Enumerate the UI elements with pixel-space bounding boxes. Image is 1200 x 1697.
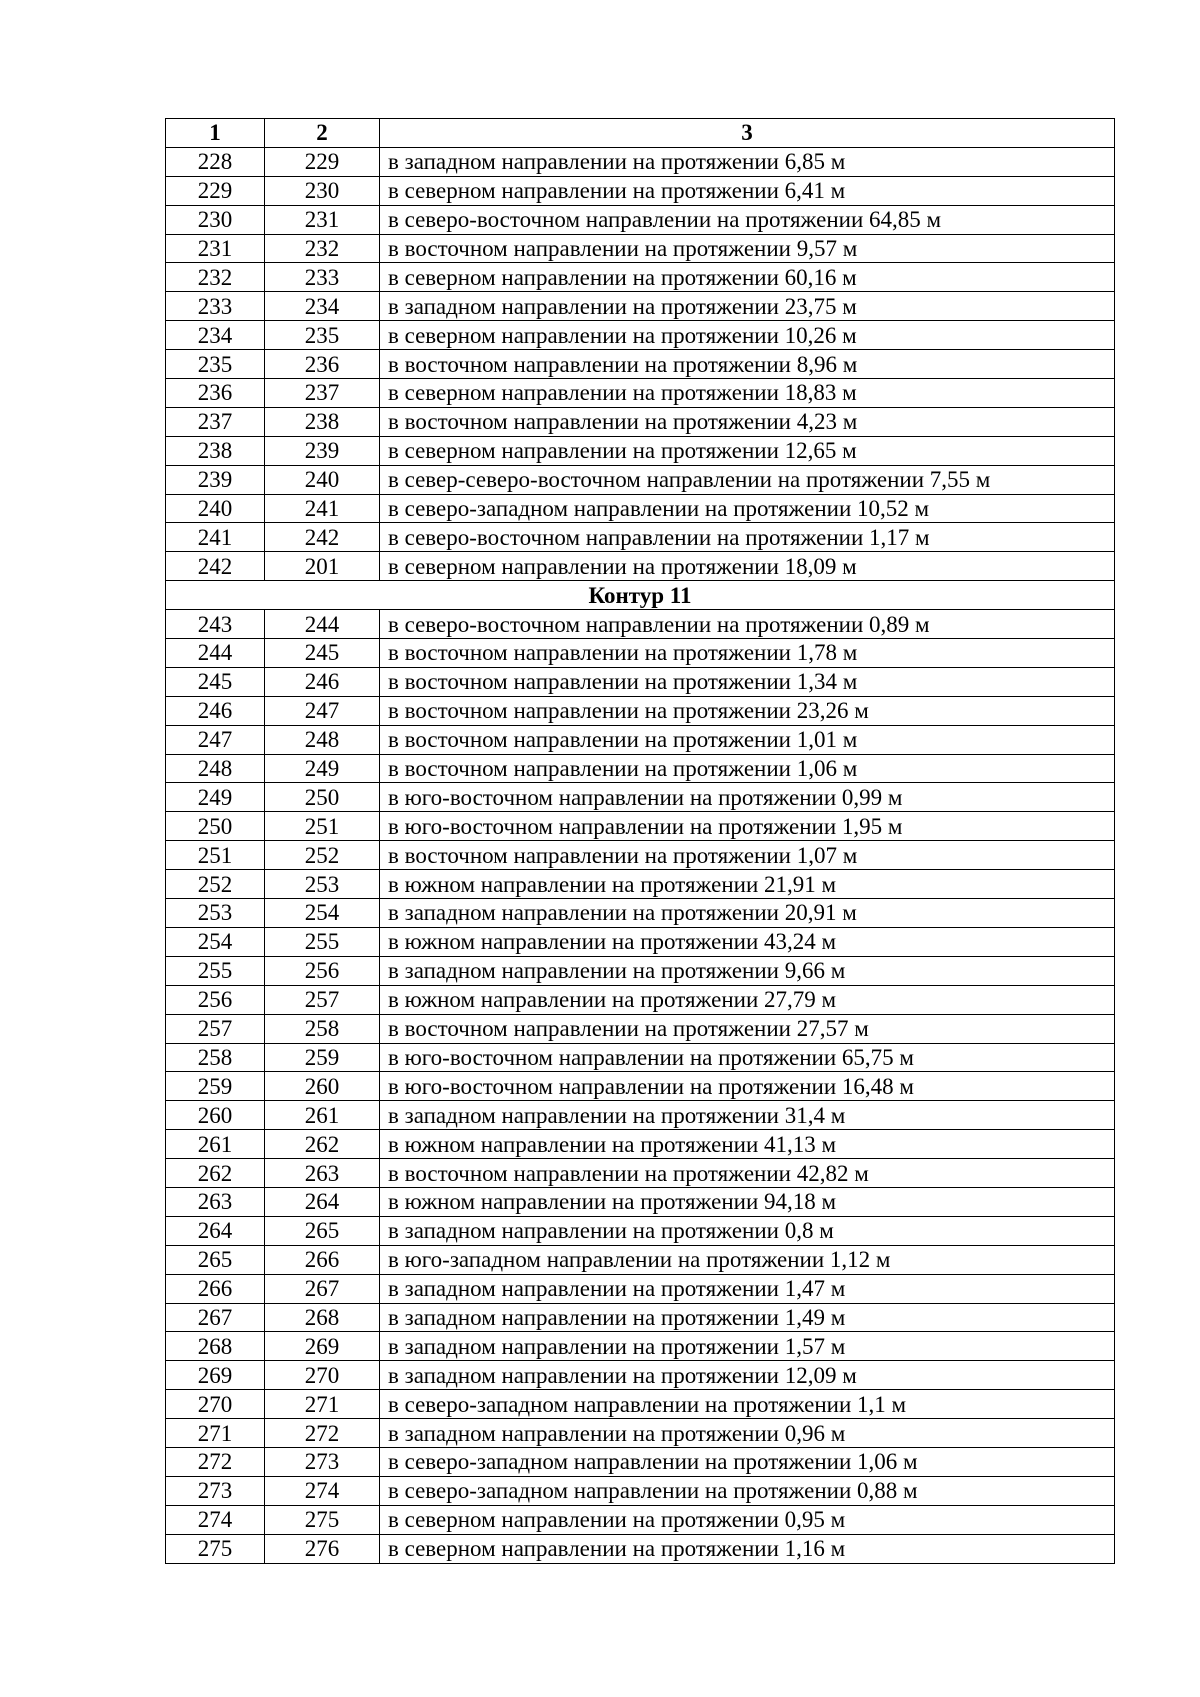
- from-point-cell: 248: [166, 754, 265, 783]
- description-cell: в северо-восточном направлении на протяжении 1,17 м: [380, 523, 1115, 552]
- to-point-cell: 253: [265, 870, 380, 899]
- table-row: [166, 292, 1115, 321]
- description-cell: в северном направлении на протяжении 0,95 м: [380, 1505, 1115, 1534]
- from-point-cell: 270: [166, 1390, 265, 1419]
- description-cell: в восточном направлении на протяжении 8,96 м: [380, 350, 1115, 379]
- to-point-cell: 264: [265, 1187, 380, 1216]
- description-cell: в северо-западном направлении на протяжении 1,1 м: [380, 1390, 1115, 1419]
- section-divider: [166, 581, 1115, 610]
- to-point-cell: 201: [265, 552, 380, 581]
- description-cell: в восточном направлении на протяжении 1,01 м: [380, 725, 1115, 754]
- from-point-cell: 259: [166, 1072, 265, 1101]
- to-point-cell: 245: [265, 639, 380, 668]
- description-cell: в северо-восточном направлении на протяжении 0,89 м: [380, 610, 1115, 639]
- description-cell: в северном направлении на протяжении 18,09 м: [380, 552, 1115, 581]
- description-cell: в северо-западном направлении на протяжении 0,88 м: [380, 1476, 1115, 1505]
- table-row: [166, 1014, 1115, 1043]
- to-point-cell: 250: [265, 783, 380, 812]
- description-cell: в юго-восточном направлении на протяжении 1,95 м: [380, 812, 1115, 841]
- from-point-cell: 245: [166, 667, 265, 696]
- from-point-cell: 275: [166, 1534, 265, 1563]
- table-row: [166, 725, 1115, 754]
- description-cell: в северном направлении на протяжении 6,41 м: [380, 176, 1115, 205]
- to-point-cell: 269: [265, 1332, 380, 1361]
- table-row: [166, 1505, 1115, 1534]
- to-point-cell: 252: [265, 841, 380, 870]
- description-cell: в западном направлении на протяжении 31,4 м: [380, 1101, 1115, 1130]
- to-point-cell: 276: [265, 1534, 380, 1563]
- from-point-cell: 228: [166, 147, 265, 176]
- from-point-cell: 272: [166, 1447, 265, 1476]
- from-point-cell: 265: [166, 1245, 265, 1274]
- table-row: [166, 667, 1115, 696]
- to-point-cell: 254: [265, 899, 380, 928]
- description-cell: в восточном направлении на протяжении 1,06 м: [380, 754, 1115, 783]
- description-cell: в западном направлении на протяжении 1,57 м: [380, 1332, 1115, 1361]
- table-row: [166, 1159, 1115, 1188]
- to-point-cell: 267: [265, 1274, 380, 1303]
- table-row: [166, 1476, 1115, 1505]
- from-point-cell: 268: [166, 1332, 265, 1361]
- from-point-cell: 254: [166, 927, 265, 956]
- table-row: [166, 1072, 1115, 1101]
- from-point-cell: 232: [166, 263, 265, 292]
- description-cell: в западном направлении на протяжении 12,09 м: [380, 1361, 1115, 1390]
- from-point-cell: 273: [166, 1476, 265, 1505]
- to-point-cell: 255: [265, 927, 380, 956]
- to-point-cell: 248: [265, 725, 380, 754]
- from-point-cell: 237: [166, 407, 265, 436]
- description-cell: в западном направлении на протяжении 6,85 м: [380, 147, 1115, 176]
- from-point-cell: 235: [166, 350, 265, 379]
- from-point-cell: 262: [166, 1159, 265, 1188]
- section-title: Контур 11: [166, 581, 1115, 610]
- description-cell: в западном направлении на протяжении 0,96 м: [380, 1419, 1115, 1448]
- header-col-1: 1: [166, 119, 265, 148]
- to-point-cell: 258: [265, 1014, 380, 1043]
- to-point-cell: 242: [265, 523, 380, 552]
- table-row: [166, 465, 1115, 494]
- table-row: [166, 436, 1115, 465]
- description-cell: в западном направлении на протяжении 0,8 м: [380, 1216, 1115, 1245]
- description-cell: в южном направлении на протяжении 41,13 м: [380, 1130, 1115, 1159]
- section-row: [166, 581, 1115, 610]
- to-point-cell: 229: [265, 147, 380, 176]
- description-cell: в восточном направлении на протяжении 23,26 м: [380, 696, 1115, 725]
- table-row: [166, 754, 1115, 783]
- description-cell: в юго-восточном направлении на протяжении 0,99 м: [380, 783, 1115, 812]
- table-row: [166, 1361, 1115, 1390]
- to-point-cell: 241: [265, 494, 380, 523]
- from-point-cell: 249: [166, 783, 265, 812]
- description-cell: в западном направлении на протяжении 20,91 м: [380, 899, 1115, 928]
- from-point-cell: 229: [166, 176, 265, 205]
- table-row: [166, 147, 1115, 176]
- description-cell: в восточном направлении на протяжении 27,57 м: [380, 1014, 1115, 1043]
- description-cell: в северо-западном направлении на протяжении 10,52 м: [380, 494, 1115, 523]
- from-point-cell: 261: [166, 1130, 265, 1159]
- description-cell: в западном направлении на протяжении 1,47 м: [380, 1274, 1115, 1303]
- from-point-cell: 258: [166, 1043, 265, 1072]
- table-row: [166, 639, 1115, 668]
- to-point-cell: 274: [265, 1476, 380, 1505]
- rows-after-section: [166, 610, 1115, 1563]
- description-cell: в южном направлении на протяжении 43,24 м: [380, 927, 1115, 956]
- from-point-cell: 230: [166, 205, 265, 234]
- description-cell: в север-северо-восточном направлении на протяжении 7,55 м: [380, 465, 1115, 494]
- table-row: [166, 1245, 1115, 1274]
- to-point-cell: 244: [265, 610, 380, 639]
- from-point-cell: 253: [166, 899, 265, 928]
- table-row: [166, 407, 1115, 436]
- from-point-cell: 255: [166, 956, 265, 985]
- table-row: [166, 812, 1115, 841]
- to-point-cell: 246: [265, 667, 380, 696]
- table-row: [166, 783, 1115, 812]
- table-row: [166, 523, 1115, 552]
- from-point-cell: 247: [166, 725, 265, 754]
- from-point-cell: 264: [166, 1216, 265, 1245]
- from-point-cell: 231: [166, 234, 265, 263]
- from-point-cell: 238: [166, 436, 265, 465]
- to-point-cell: 273: [265, 1447, 380, 1476]
- table-row: [166, 263, 1115, 292]
- table-row: [166, 1101, 1115, 1130]
- table-row: [166, 610, 1115, 639]
- to-point-cell: 260: [265, 1072, 380, 1101]
- to-point-cell: 240: [265, 465, 380, 494]
- to-point-cell: 266: [265, 1245, 380, 1274]
- to-point-cell: 232: [265, 234, 380, 263]
- to-point-cell: 263: [265, 1159, 380, 1188]
- table-row: [166, 1303, 1115, 1332]
- to-point-cell: 247: [265, 696, 380, 725]
- from-point-cell: 242: [166, 552, 265, 581]
- to-point-cell: 275: [265, 1505, 380, 1534]
- to-point-cell: 231: [265, 205, 380, 234]
- rows-before-section: [166, 147, 1115, 580]
- from-point-cell: 271: [166, 1419, 265, 1448]
- boundary-table: [165, 118, 1115, 1564]
- table-row: [166, 985, 1115, 1014]
- to-point-cell: 236: [265, 350, 380, 379]
- to-point-cell: 270: [265, 1361, 380, 1390]
- table-row: [166, 234, 1115, 263]
- description-cell: в северо-западном направлении на протяжении 1,06 м: [380, 1447, 1115, 1476]
- description-cell: в восточном направлении на протяжении 4,23 м: [380, 407, 1115, 436]
- to-point-cell: 271: [265, 1390, 380, 1419]
- to-point-cell: 238: [265, 407, 380, 436]
- table-row: [166, 927, 1115, 956]
- table-row: [166, 1447, 1115, 1476]
- table-row: [166, 1390, 1115, 1419]
- from-point-cell: 250: [166, 812, 265, 841]
- table-row: [166, 956, 1115, 985]
- description-cell: в восточном направлении на протяжении 1,07 м: [380, 841, 1115, 870]
- from-point-cell: 236: [166, 379, 265, 408]
- description-cell: в северо-восточном направлении на протяжении 64,85 м: [380, 205, 1115, 234]
- from-point-cell: 252: [166, 870, 265, 899]
- description-cell: в западном направлении на протяжении 1,49 м: [380, 1303, 1115, 1332]
- from-point-cell: 234: [166, 321, 265, 350]
- from-point-cell: 266: [166, 1274, 265, 1303]
- from-point-cell: 241: [166, 523, 265, 552]
- to-point-cell: 235: [265, 321, 380, 350]
- to-point-cell: 268: [265, 1303, 380, 1332]
- from-point-cell: 239: [166, 465, 265, 494]
- from-point-cell: 251: [166, 841, 265, 870]
- table-row: [166, 350, 1115, 379]
- from-point-cell: 263: [166, 1187, 265, 1216]
- description-cell: в южном направлении на протяжении 21,91 м: [380, 870, 1115, 899]
- description-cell: в северном направлении на протяжении 1,16 м: [380, 1534, 1115, 1563]
- header-col-2: 2: [265, 119, 380, 148]
- description-cell: в восточном направлении на протяжении 42,82 м: [380, 1159, 1115, 1188]
- to-point-cell: 251: [265, 812, 380, 841]
- to-point-cell: 259: [265, 1043, 380, 1072]
- header-row: [166, 119, 1115, 148]
- from-point-cell: 257: [166, 1014, 265, 1043]
- description-cell: в северном направлении на протяжении 10,26 м: [380, 321, 1115, 350]
- to-point-cell: 230: [265, 176, 380, 205]
- table-row: [166, 899, 1115, 928]
- table-row: [166, 1043, 1115, 1072]
- description-cell: в северном направлении на протяжении 18,83 м: [380, 379, 1115, 408]
- to-point-cell: 256: [265, 956, 380, 985]
- from-point-cell: 246: [166, 696, 265, 725]
- table-row: [166, 1130, 1115, 1159]
- table-row: [166, 1187, 1115, 1216]
- to-point-cell: 261: [265, 1101, 380, 1130]
- description-cell: в южном направлении на протяжении 94,18 м: [380, 1187, 1115, 1216]
- description-cell: в северном направлении на протяжении 12,65 м: [380, 436, 1115, 465]
- description-cell: в юго-восточном направлении на протяжении 65,75 м: [380, 1043, 1115, 1072]
- description-cell: в юго-западном направлении на протяжении 1,12 м: [380, 1245, 1115, 1274]
- from-point-cell: 244: [166, 639, 265, 668]
- from-point-cell: 243: [166, 610, 265, 639]
- table-row: [166, 1332, 1115, 1361]
- description-cell: в западном направлении на протяжении 9,66 м: [380, 956, 1115, 985]
- table-row: [166, 205, 1115, 234]
- table-row: [166, 870, 1115, 899]
- description-cell: в западном направлении на протяжении 23,75 м: [380, 292, 1115, 321]
- to-point-cell: 257: [265, 985, 380, 1014]
- table-row: [166, 379, 1115, 408]
- description-cell: в восточном направлении на протяжении 9,57 м: [380, 234, 1115, 263]
- table-row: [166, 321, 1115, 350]
- table-row: [166, 176, 1115, 205]
- to-point-cell: 239: [265, 436, 380, 465]
- table-row: [166, 1274, 1115, 1303]
- to-point-cell: 233: [265, 263, 380, 292]
- to-point-cell: 234: [265, 292, 380, 321]
- to-point-cell: 249: [265, 754, 380, 783]
- description-cell: в юго-восточном направлении на протяжении 16,48 м: [380, 1072, 1115, 1101]
- to-point-cell: 272: [265, 1419, 380, 1448]
- description-cell: в северном направлении на протяжении 60,16 м: [380, 263, 1115, 292]
- to-point-cell: 265: [265, 1216, 380, 1245]
- from-point-cell: 267: [166, 1303, 265, 1332]
- table-row: [166, 696, 1115, 725]
- from-point-cell: 240: [166, 494, 265, 523]
- table-row: [166, 494, 1115, 523]
- to-point-cell: 237: [265, 379, 380, 408]
- from-point-cell: 233: [166, 292, 265, 321]
- from-point-cell: 256: [166, 985, 265, 1014]
- table-row: [166, 1216, 1115, 1245]
- table-row: [166, 1419, 1115, 1448]
- from-point-cell: 260: [166, 1101, 265, 1130]
- header-col-3: 3: [380, 119, 1115, 148]
- description-cell: в южном направлении на протяжении 27,79 м: [380, 985, 1115, 1014]
- to-point-cell: 262: [265, 1130, 380, 1159]
- from-point-cell: 274: [166, 1505, 265, 1534]
- from-point-cell: 269: [166, 1361, 265, 1390]
- table-row: [166, 552, 1115, 581]
- table-row: [166, 841, 1115, 870]
- table-row: [166, 1534, 1115, 1563]
- description-cell: в восточном направлении на протяжении 1,34 м: [380, 667, 1115, 696]
- description-cell: в восточном направлении на протяжении 1,78 м: [380, 639, 1115, 668]
